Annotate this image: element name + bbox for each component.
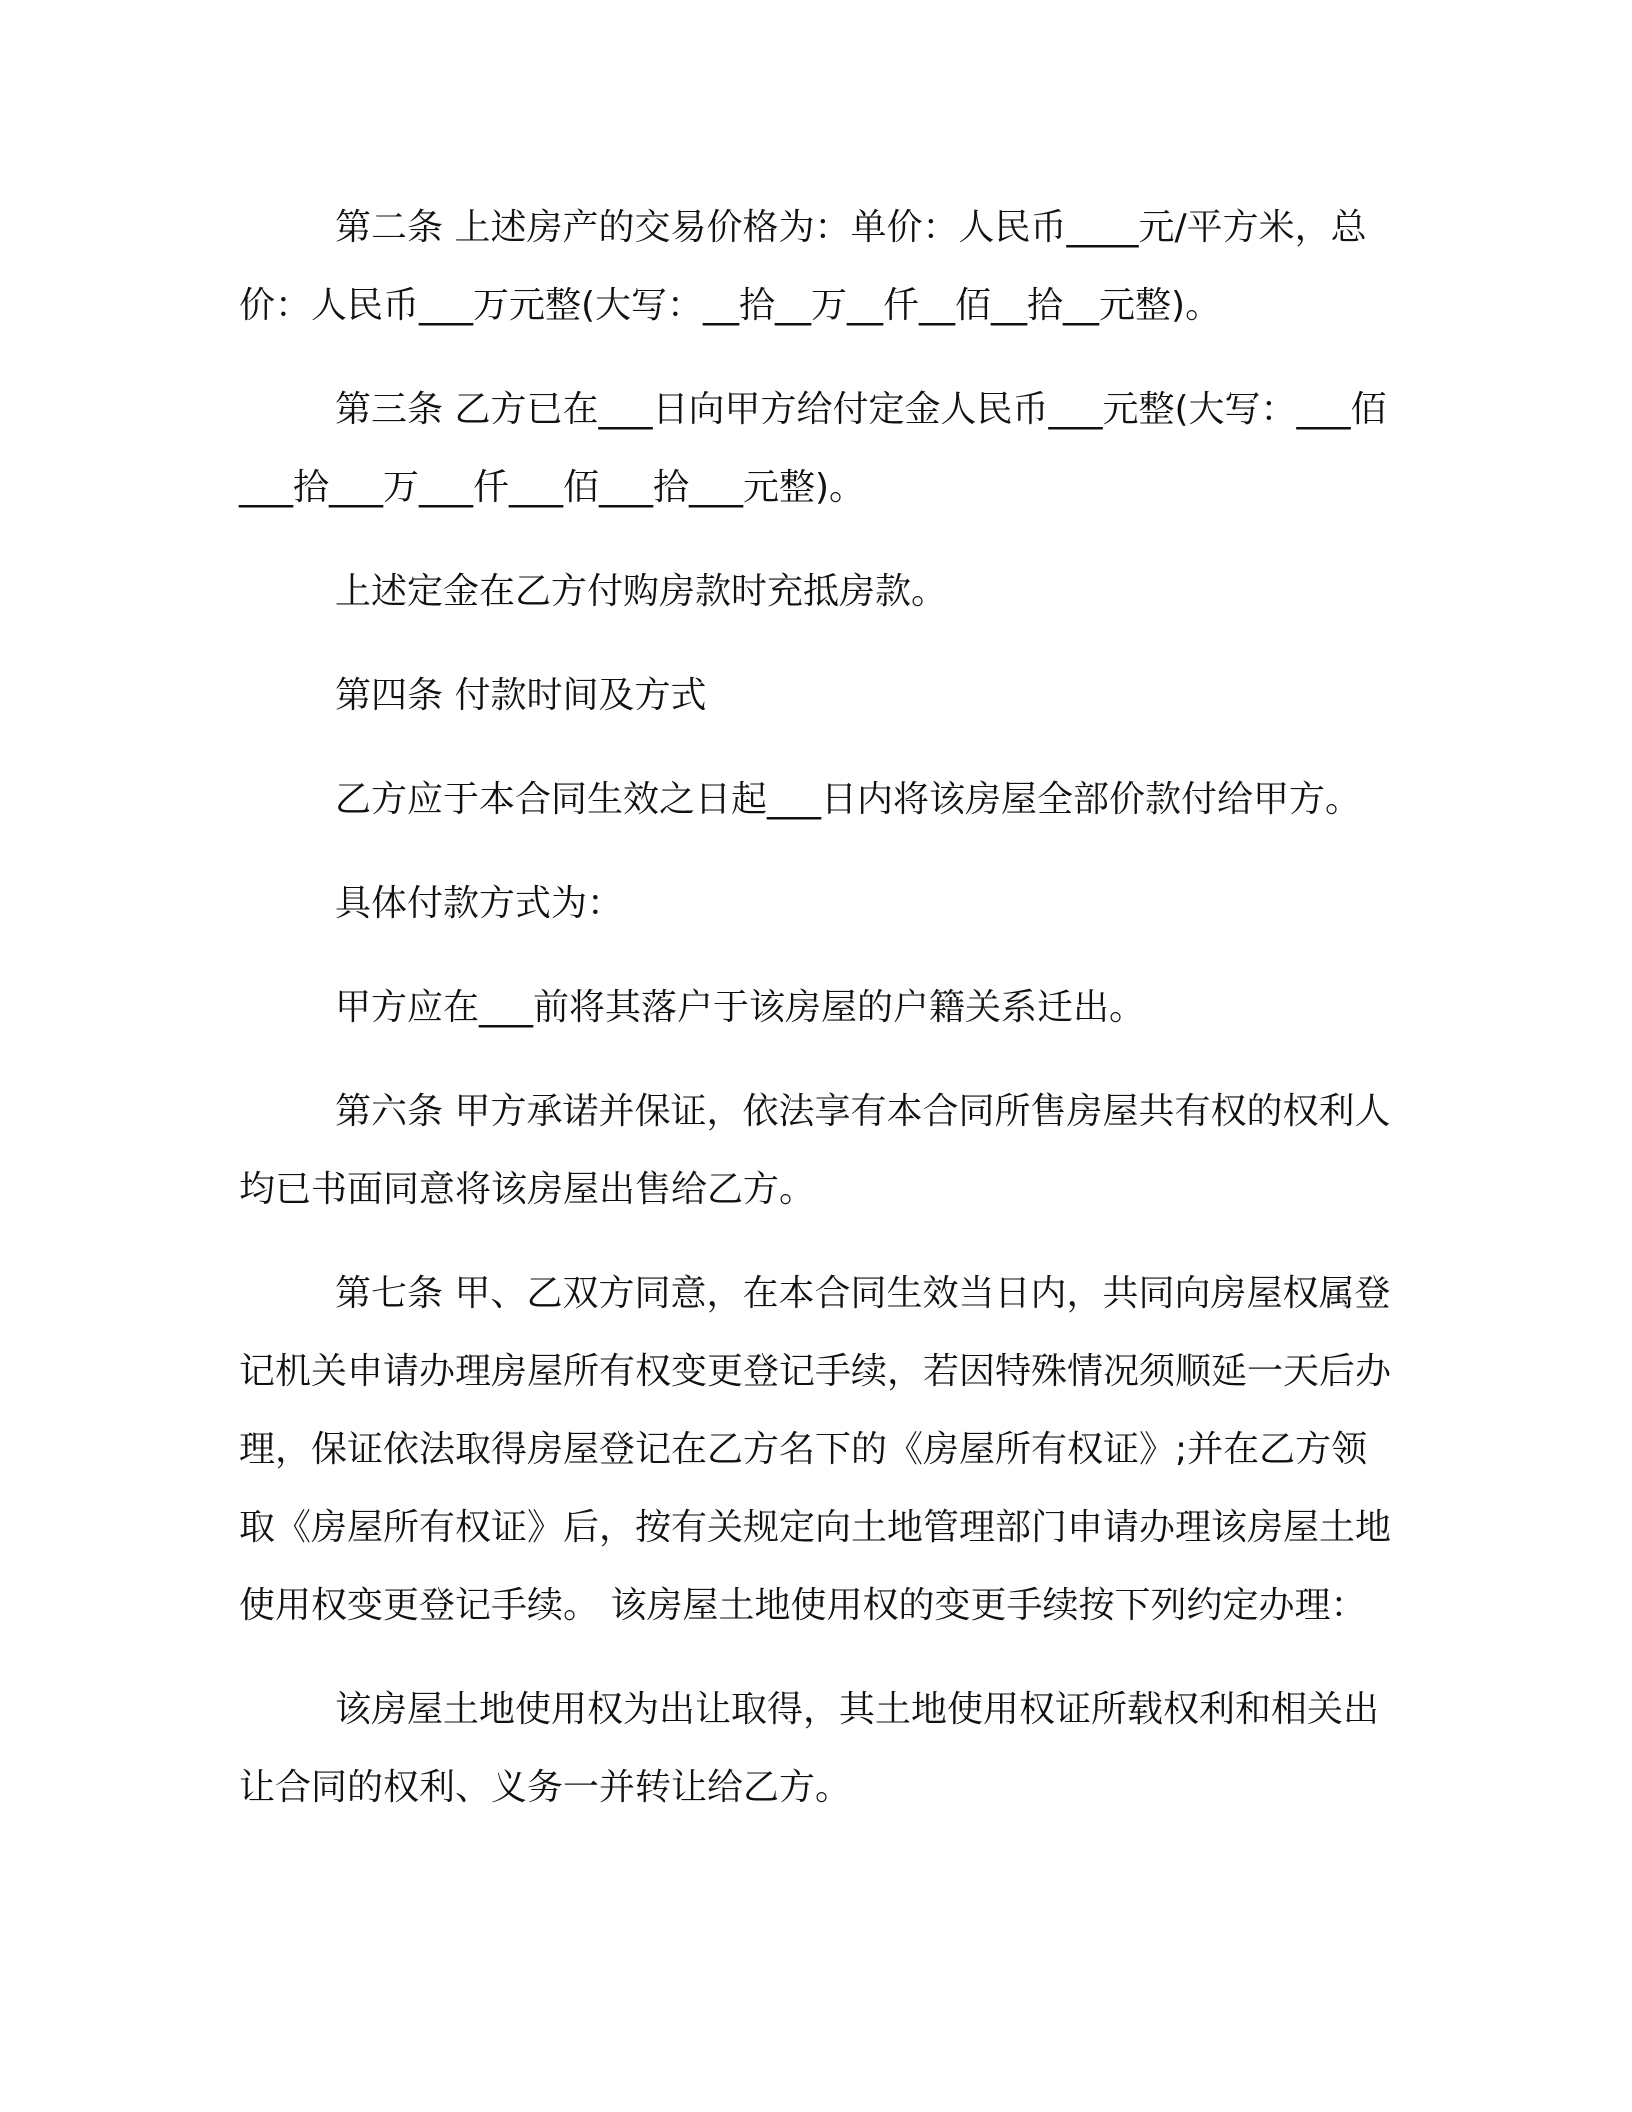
clause-7-registration: 第七条 甲、乙双方同意，在本合同生效当日内，共同向房屋权属登记机关申请办理房屋所有权变更登记手续，若因特殊情况须顺延一天后办理，保证依法取得房屋登记在乙方名下的《房屋所有权证》;并在乙方领取《房屋所有权证》后，按有关规定向土地管理部门申请办理该房屋土地使用权变更登记手续。 该房屋土地使用权的变更手续按下列约定办理： bbox=[239, 1273, 1392, 1626]
clause-6-guarantee: 第六条 甲方承诺并保证，依法享有本合同所售房屋共有权的权利人均已书面同意将该房屋出售给乙方。 bbox=[239, 1091, 1391, 1210]
deposit-offset-note: 上述定金在乙方付购房款时充抵房款。 bbox=[335, 571, 948, 612]
payment-deadline: 乙方应于本合同生效之日起___日内将该房屋全部价款付给甲方。 bbox=[335, 779, 1362, 820]
household-registration: 甲方应在___前将其落户于该房屋的户籍关系迁出。 bbox=[335, 987, 1146, 1028]
payment-method: 具体付款方式为： bbox=[335, 883, 624, 924]
land-use-right: 该房屋土地使用权为出让取得，其土地使用权证所载权利和相关出让合同的权利、义务一并转让给乙方。 bbox=[239, 1689, 1380, 1808]
clause-3-deposit: 第三条 乙方已在___日向甲方给付定金人民币___元整(大写：___佰___拾___万___仟___佰___拾___元整)。 bbox=[239, 389, 1387, 508]
clause-4-heading: 第四条 付款时间及方式 bbox=[335, 675, 707, 716]
contract-body bbox=[239, 189, 1395, 1853]
clause-2-price: 第二条 上述房产的交易价格为：单价：人民币____元/平方米，总价：人民币___万元整(大写：__拾__万__仟__佰__拾__元整)。 bbox=[239, 207, 1367, 326]
